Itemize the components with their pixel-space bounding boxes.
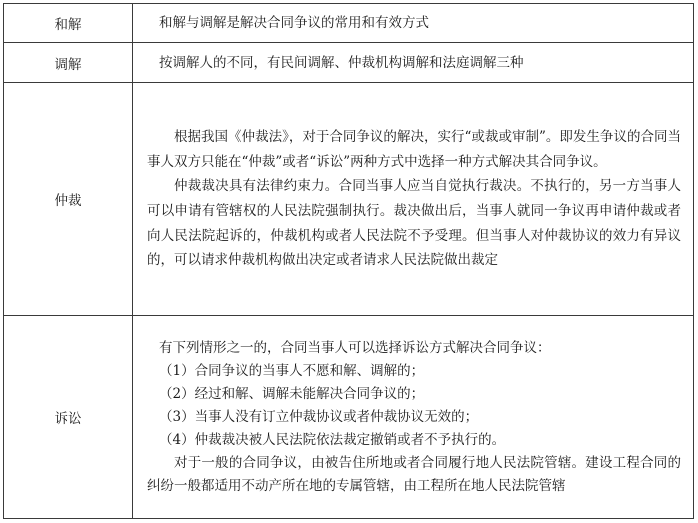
list-item: （3）当事人没有订立仲裁协议或者仲裁协议无效的；	[159, 408, 479, 425]
list-item: （1）合同争议的当事人不愿和解、调解的；	[159, 362, 425, 379]
paragraph: 仲裁裁决具有法律约束力。合同当事人应当自觉执行裁决。不执行的，另一方当事人可以申请有管辖权的人民法院强制执行。裁决做出后，当事人就同一争议再申请仲裁或者向人民法院起诉的，仲裁机构或者人民法院不予受理。但当事人对仲裁协议的效力有异议的，可以请求仲裁机构做出决定或者请求人民法院做出裁定	[147, 178, 681, 269]
row-label-tiaojie: 调解	[4, 43, 133, 83]
dispute-resolution-table	[3, 3, 694, 519]
row-label-susong: 诉讼	[4, 316, 133, 519]
row-content-tiaojie	[133, 43, 694, 83]
table-row	[4, 316, 694, 519]
list-item: （4）仲裁裁决被人民法院依法裁定撤销或者不予执行的。	[159, 431, 506, 448]
row-content-susong	[133, 316, 694, 519]
content-text: 按调解人的不同，有民间调解、仲裁机构调解和法庭调解三种	[159, 54, 524, 71]
table-row	[4, 4, 694, 43]
paragraph: 根据我国《仲裁法》，对于合同争议的解决，实行“或裁或审制”。即发生争议的合同当事人双方只能在“仲裁”或者“诉讼”两种方式中选择一种方式解决其合同争议。	[147, 129, 681, 170]
row-content-hejie	[133, 4, 694, 43]
table-row	[4, 43, 694, 83]
closing-paragraph: 对于一般的合同争议，由被告住所地或者合同履行地人民法院管辖。建设工程合同的纠纷一般都适用不动产所在地的专属管辖，由工程所在地人民法院管辖	[147, 454, 681, 494]
table-row	[4, 83, 694, 316]
row-label-hejie: 和解	[4, 4, 133, 43]
content-text: 和解与调解是解决合同争议的常用和有效方式	[159, 15, 429, 31]
intro-text: 有下列情形之一的，合同当事人可以选择诉讼方式解决合同争议：	[159, 339, 551, 356]
list-item: （2）经过和解、调解未能解决合同争议的；	[159, 385, 425, 402]
row-content-zhongcai	[133, 83, 694, 316]
row-label-zhongcai: 仲裁	[4, 83, 133, 316]
